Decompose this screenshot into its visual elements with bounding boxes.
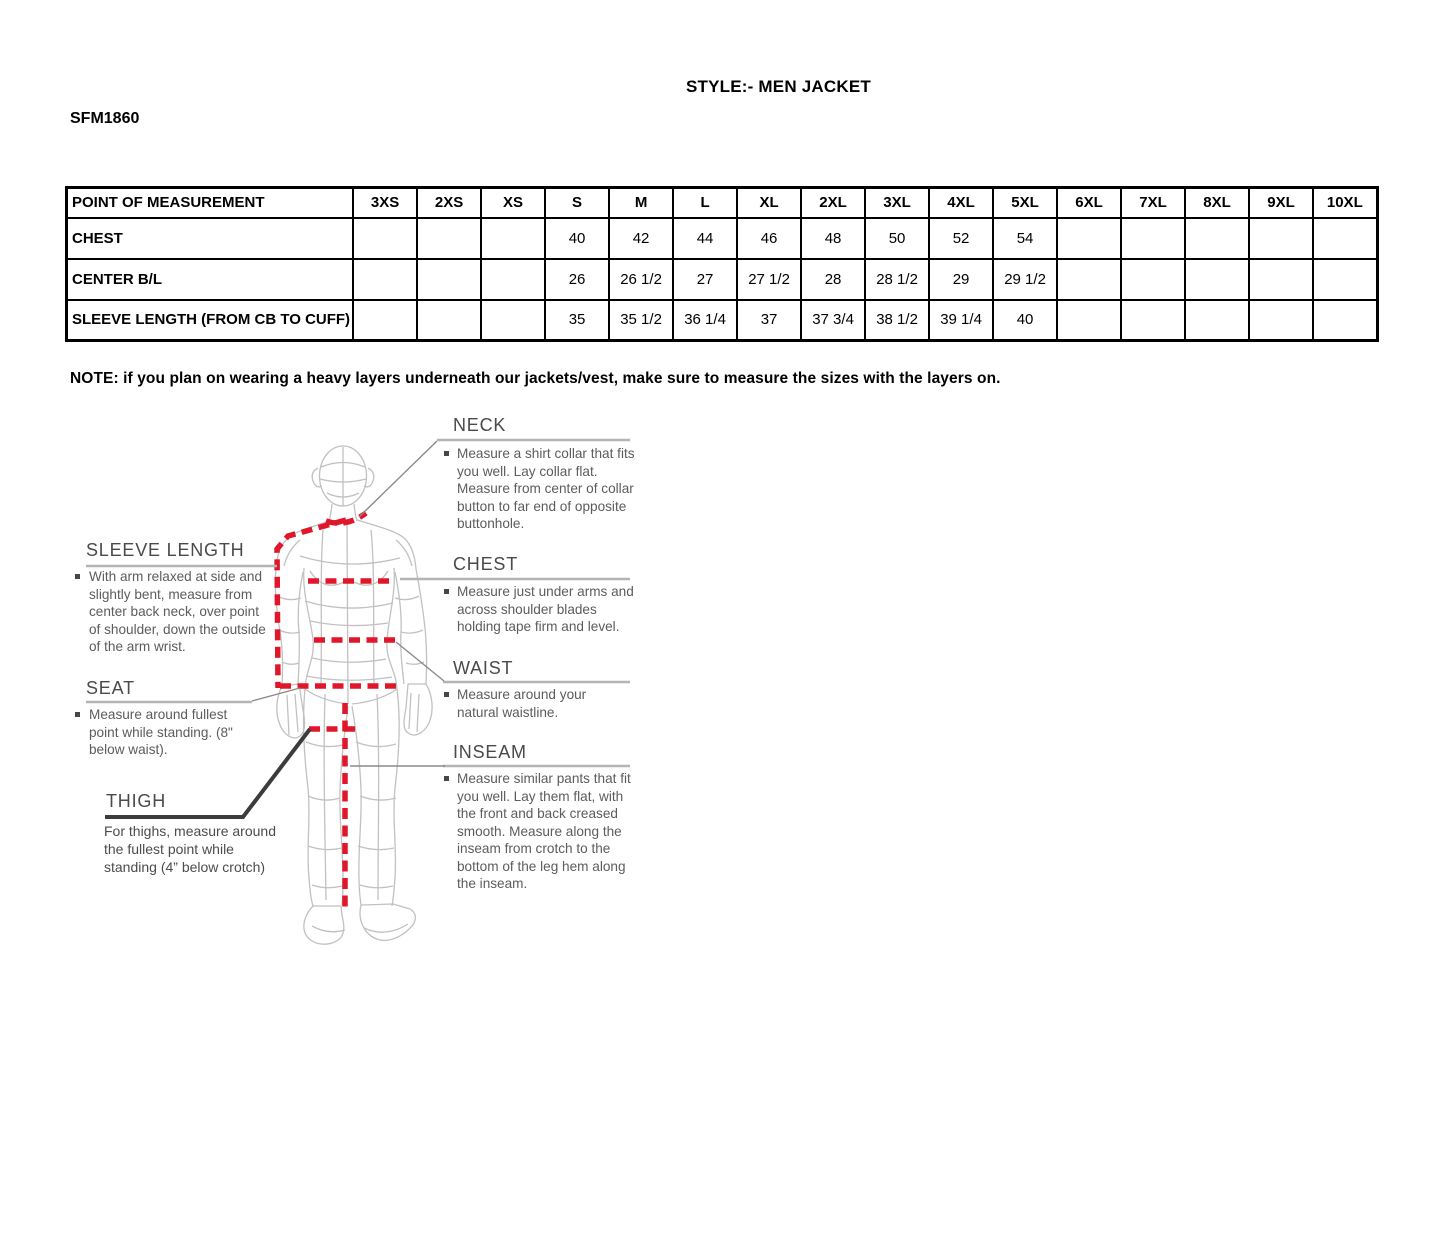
size-value-cell: 28 1/2	[865, 259, 929, 300]
measurement-point-cell: CHEST	[67, 218, 354, 259]
chest-bullet-icon	[444, 589, 449, 594]
size-value-cell: 35	[545, 300, 609, 341]
size-table-header-cell: 2XL	[801, 188, 865, 218]
size-value-cell	[1057, 259, 1121, 300]
thigh-label: THIGH	[106, 791, 166, 811]
seat-bullet-icon	[75, 712, 80, 717]
size-value-cell: 35 1/2	[609, 300, 673, 341]
sleeve-measure-line	[277, 520, 346, 688]
sleeve-length-label: SLEEVE LENGTH	[86, 540, 245, 560]
size-value-cell	[417, 300, 481, 341]
size-table-row	[67, 300, 1378, 341]
size-table-header-cell: 7XL	[1121, 188, 1185, 218]
size-value-cell	[353, 218, 417, 259]
size-table-header-cell: 8XL	[1185, 188, 1249, 218]
size-value-cell: 52	[929, 218, 993, 259]
size-value-cell	[1313, 218, 1377, 259]
size-table-header-cell: L	[673, 188, 737, 218]
size-value-cell	[1313, 300, 1377, 341]
size-value-cell	[1121, 259, 1185, 300]
size-value-cell: 26	[545, 259, 609, 300]
size-table-header-cell: XL	[737, 188, 801, 218]
waist-bullet-icon	[444, 692, 449, 697]
size-value-cell	[353, 259, 417, 300]
size-value-cell	[1185, 218, 1249, 259]
size-value-cell	[1121, 300, 1185, 341]
size-value-cell: 29	[929, 259, 993, 300]
page-title: STYLE:- MEN JACKET	[686, 77, 871, 96]
size-value-cell	[1057, 218, 1121, 259]
measurement-point-cell: CENTER B/L	[67, 259, 354, 300]
size-value-cell: 40	[993, 300, 1057, 341]
size-value-cell: 26 1/2	[609, 259, 673, 300]
thigh-description: For thighs, measure around the fullest point while standing (4” below crotch)	[104, 823, 276, 875]
size-value-cell: 27	[673, 259, 737, 300]
size-table-header-cell: 5XL	[993, 188, 1057, 218]
waist-label: WAIST	[453, 658, 514, 678]
neck-bullet-icon	[444, 451, 449, 456]
size-table-row	[67, 218, 1378, 259]
size-table-header-cell: 9XL	[1249, 188, 1313, 218]
size-value-cell	[1185, 300, 1249, 341]
size-value-cell	[481, 259, 545, 300]
size-value-cell: 54	[993, 218, 1057, 259]
size-value-cell	[1313, 259, 1377, 300]
size-table-header-cell: M	[609, 188, 673, 218]
size-table-row	[67, 259, 1378, 300]
size-value-cell	[1057, 300, 1121, 341]
size-value-cell: 40	[545, 218, 609, 259]
size-value-cell: 50	[865, 218, 929, 259]
size-table-header-row	[67, 188, 1378, 218]
size-value-cell: 27 1/2	[737, 259, 801, 300]
size-value-cell	[1249, 259, 1313, 300]
size-table-header-cell: 3XS	[353, 188, 417, 218]
size-value-cell	[417, 259, 481, 300]
measure-lines	[277, 513, 397, 911]
size-value-cell: 37 3/4	[801, 300, 865, 341]
note-text: NOTE: if you plan on wearing a heavy layers underneath our jackets/vest, make sure to measure the sizes with the layers on.	[70, 370, 1001, 387]
inseam-description: Measure similar pants that fit you well. Lay them flat, with the front and back creased smooth. Measure along the inseam from crotch to the bottom of the leg hem along the inseam.	[457, 771, 631, 891]
measurement-guide	[0, 400, 700, 980]
size-value-cell: 42	[609, 218, 673, 259]
neck-description: Measure a shirt collar that fits you well. Lay collar flat. Measure from center of collar button to far end of opposite buttonhole.	[457, 446, 635, 531]
chest-description: Measure just under arms and across shoulder blades holding tape firm and level.	[457, 584, 634, 634]
seat-label: SEAT	[86, 678, 135, 698]
size-table	[65, 186, 1379, 342]
size-value-cell	[417, 218, 481, 259]
size-value-cell	[353, 300, 417, 341]
size-value-cell	[1249, 300, 1313, 341]
size-table-header-cell: 2XS	[417, 188, 481, 218]
size-value-cell: 37	[737, 300, 801, 341]
size-value-cell: 28	[801, 259, 865, 300]
sleeve-length-bullet-icon	[75, 574, 80, 579]
size-table-header-cell: XS	[481, 188, 545, 218]
size-table-header-cell: S	[545, 188, 609, 218]
size-table-header-cell: 10XL	[1313, 188, 1377, 218]
size-table-header-cell: POINT OF MEASUREMENT	[67, 188, 354, 218]
size-value-cell: 39 1/4	[929, 300, 993, 341]
size-table-header-cell: 3XL	[865, 188, 929, 218]
size-value-cell	[481, 218, 545, 259]
seat-description: Measure around fullest point while standing. (8" below waist).	[89, 707, 233, 757]
inseam-bullet-icon	[444, 776, 449, 781]
sleeve-length-description: With arm relaxed at side and slightly bent, measure from center back neck, over point of shoulder, down the outside of the arm wrist.	[89, 569, 266, 654]
size-value-cell: 46	[737, 218, 801, 259]
size-table-header-cell: 6XL	[1057, 188, 1121, 218]
waist-description: Measure around your natural waistline.	[457, 687, 587, 720]
style-code: SFM1860	[70, 110, 140, 127]
size-value-cell: 48	[801, 218, 865, 259]
size-value-cell: 38 1/2	[865, 300, 929, 341]
size-table-header-cell: 4XL	[929, 188, 993, 218]
size-value-cell: 36 1/4	[673, 300, 737, 341]
measurement-point-cell: SLEEVE LENGTH (FROM CB TO CUFF)	[67, 300, 354, 341]
neck-label: NECK	[453, 415, 507, 435]
size-value-cell: 44	[673, 218, 737, 259]
chest-label: CHEST	[453, 554, 519, 574]
size-value-cell: 29 1/2	[993, 259, 1057, 300]
size-value-cell	[1121, 218, 1185, 259]
size-value-cell	[481, 300, 545, 341]
size-value-cell	[1249, 218, 1313, 259]
inseam-label: INSEAM	[453, 742, 527, 762]
size-value-cell	[1185, 259, 1249, 300]
